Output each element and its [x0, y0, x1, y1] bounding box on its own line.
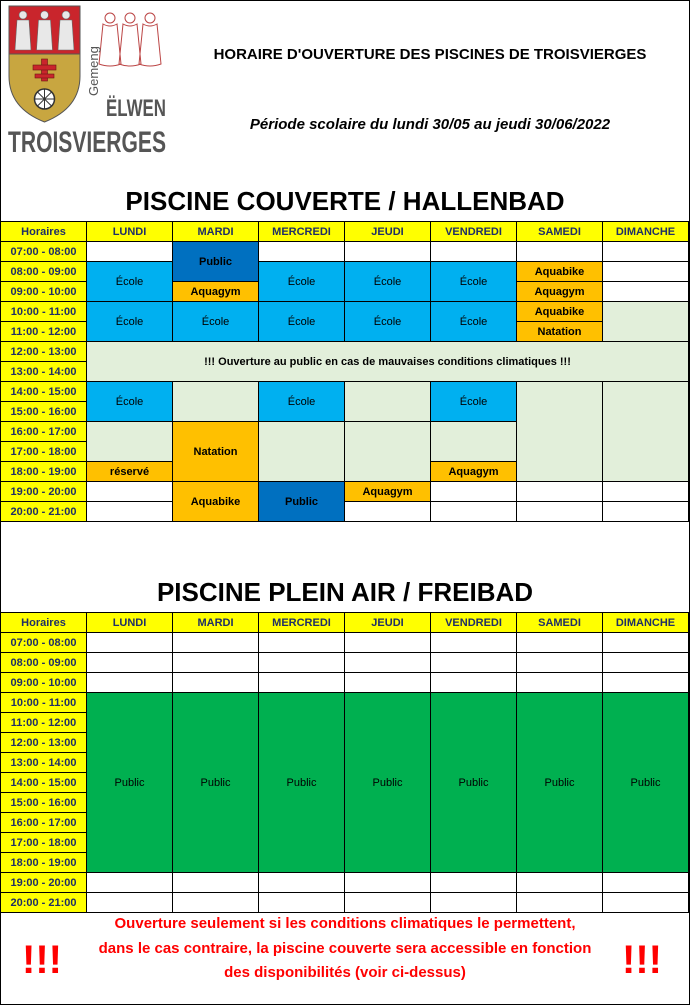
slot-public: Public: [517, 693, 603, 873]
slot-ecole: École: [259, 302, 345, 342]
header-row: [1, 613, 689, 633]
time-slot: 11:00 - 12:00: [1, 713, 87, 733]
table-row: [1, 262, 689, 282]
indoor-pool-schedule: [0, 221, 689, 522]
slot-public: Public: [431, 693, 517, 873]
col-header-lundi: LUNDI: [87, 613, 173, 633]
empty-cell: [517, 673, 603, 693]
slot-public: Public: [603, 693, 689, 873]
open-area: [517, 382, 603, 482]
slot-public: Public: [173, 693, 259, 873]
table-row: [1, 502, 689, 522]
table-row: [1, 693, 689, 713]
col-header-jeudi: JEUDI: [345, 613, 431, 633]
empty-cell: [87, 242, 173, 262]
time-slot: 08:00 - 09:00: [1, 262, 87, 282]
empty-cell: [259, 633, 345, 653]
empty-cell: [87, 673, 173, 693]
empty-cell: [259, 673, 345, 693]
empty-cell: [517, 653, 603, 673]
empty-cell: [259, 242, 345, 262]
empty-cell: [345, 893, 431, 913]
time-slot: 07:00 - 08:00: [1, 242, 87, 262]
time-slot: 20:00 - 21:00: [1, 502, 87, 522]
col-header-jeudi: JEUDI: [345, 222, 431, 242]
col-header-mardi: MARDI: [173, 222, 259, 242]
time-slot: 16:00 - 17:00: [1, 813, 87, 833]
empty-cell: [431, 502, 517, 522]
empty-cell: [431, 873, 517, 893]
time-slot: 18:00 - 19:00: [1, 462, 87, 482]
col-header-mercredi: MERCREDI: [259, 222, 345, 242]
slot-aquagym: Aquagym: [431, 462, 517, 482]
empty-cell: [603, 653, 689, 673]
col-header-mercredi: MERCREDI: [259, 613, 345, 633]
three-virgins-sketch-icon: [99, 13, 161, 66]
slot-ecole: École: [259, 262, 345, 302]
slot-aquagym: Aquagym: [173, 282, 259, 302]
table-row: [1, 653, 689, 673]
table-row: [1, 242, 689, 262]
empty-cell: [603, 482, 689, 502]
slot-aquagym: Aquagym: [517, 282, 603, 302]
time-slot: 08:00 - 09:00: [1, 653, 87, 673]
slot-ecole: École: [345, 262, 431, 302]
time-slot: 07:00 - 08:00: [1, 633, 87, 653]
table-row: [1, 673, 689, 693]
time-slot: 12:00 - 13:00: [1, 342, 87, 362]
warning-marks-right: !!!: [622, 938, 662, 982]
slot-public: Public: [259, 482, 345, 522]
col-header-vendredi: VENDREDI: [431, 222, 517, 242]
col-header-horaires: Horaires: [1, 222, 87, 242]
empty-cell: [603, 633, 689, 653]
slot-public: Public: [259, 693, 345, 873]
empty-cell: [603, 242, 689, 262]
empty-cell: [603, 893, 689, 913]
empty-cell: [173, 873, 259, 893]
open-area: [345, 382, 431, 422]
empty-cell: [173, 893, 259, 913]
empty-cell: [259, 653, 345, 673]
slot-public: Public: [87, 693, 173, 873]
slot-reserve: réservé: [87, 462, 173, 482]
empty-cell: [517, 242, 603, 262]
empty-cell: [87, 633, 173, 653]
empty-cell: [345, 242, 431, 262]
slot-ecole: École: [431, 382, 517, 422]
footer-notice: [92, 912, 598, 986]
time-slot: 20:00 - 21:00: [1, 893, 87, 913]
table-row: [1, 382, 689, 402]
open-area: [345, 422, 431, 482]
time-slot: 17:00 - 18:00: [1, 833, 87, 853]
empty-cell: [517, 893, 603, 913]
empty-cell: [517, 873, 603, 893]
empty-cell: [345, 673, 431, 693]
slot-ecole: École: [259, 382, 345, 422]
open-area: [603, 302, 689, 342]
empty-cell: [517, 633, 603, 653]
outdoor-pool-schedule: [0, 612, 689, 913]
footer-line-2: dans le cas contraire, la piscine couverte sera accessible en fonction des disponibilités (voir ci-dessus): [98, 939, 592, 981]
time-slot: 10:00 - 11:00: [1, 302, 87, 322]
slot-aquabike: Aquabike: [517, 302, 603, 322]
empty-cell: [345, 873, 431, 893]
empty-cell: [431, 653, 517, 673]
col-header-horaires: Horaires: [1, 613, 87, 633]
empty-cell: [431, 893, 517, 913]
slot-ecole: École: [87, 382, 173, 422]
slot-aquabike: Aquabike: [517, 262, 603, 282]
time-slot: 10:00 - 11:00: [1, 693, 87, 713]
slot-public: Public: [173, 242, 259, 282]
outdoor-pool-title: PISCINE PLEIN AIR / FREIBAD: [156, 577, 534, 607]
time-slot: 16:00 - 17:00: [1, 422, 87, 442]
slot-ecole: École: [345, 302, 431, 342]
empty-cell: [345, 502, 431, 522]
time-slot: 14:00 - 15:00: [1, 773, 87, 793]
time-slot: 13:00 - 14:00: [1, 362, 87, 382]
logo-name-bottom: TROISVIERGES: [8, 126, 166, 159]
empty-cell: [603, 873, 689, 893]
open-area: [173, 382, 259, 422]
empty-cell: [173, 653, 259, 673]
empty-cell: [87, 893, 173, 913]
col-header-dimanche: DIMANCHE: [603, 222, 689, 242]
open-area: [431, 422, 517, 462]
header-row: [1, 222, 689, 242]
time-slot: 15:00 - 16:00: [1, 793, 87, 813]
empty-cell: [603, 262, 689, 282]
time-slot: 11:00 - 12:00: [1, 322, 87, 342]
empty-cell: [345, 653, 431, 673]
logo-name-main: ËLWEN: [106, 95, 166, 122]
time-slot: 17:00 - 18:00: [1, 442, 87, 462]
empty-cell: [603, 673, 689, 693]
empty-cell: [259, 873, 345, 893]
coat-of-arms-icon: [9, 6, 80, 122]
open-area: [87, 422, 173, 462]
empty-cell: [87, 482, 173, 502]
slot-natation: Natation: [173, 422, 259, 482]
slot-ecole: École: [431, 262, 517, 302]
slot-aquagym: Aquagym: [345, 482, 431, 502]
empty-cell: [259, 893, 345, 913]
table-row: [1, 482, 689, 502]
empty-cell: [87, 873, 173, 893]
empty-cell: [431, 673, 517, 693]
slot-aquabike: Aquabike: [173, 482, 259, 522]
time-slot: 19:00 - 20:00: [1, 873, 87, 893]
empty-cell: [603, 282, 689, 302]
time-slot: 09:00 - 10:00: [1, 282, 87, 302]
school-period: Période scolaire du lundi 30/05 au jeudi 30/06/2022: [249, 116, 611, 133]
empty-cell: [87, 653, 173, 673]
time-slot: 12:00 - 13:00: [1, 733, 87, 753]
empty-cell: [431, 482, 517, 502]
warning-marks-left: !!!: [22, 938, 62, 982]
open-area: [259, 422, 345, 482]
slot-ecole: École: [431, 302, 517, 342]
time-slot: 09:00 - 10:00: [1, 673, 87, 693]
col-header-samedi: SAMEDI: [517, 222, 603, 242]
empty-cell: [431, 242, 517, 262]
empty-cell: [345, 633, 431, 653]
empty-cell: [173, 673, 259, 693]
col-header-lundi: LUNDI: [87, 222, 173, 242]
logo-name-top: Gemeng: [86, 46, 101, 96]
col-header-vendredi: VENDREDI: [431, 613, 517, 633]
time-slot: 14:00 - 15:00: [1, 382, 87, 402]
col-header-samedi: SAMEDI: [517, 613, 603, 633]
open-area: [603, 382, 689, 482]
slot-natation: Natation: [517, 322, 603, 342]
table-row: [1, 302, 689, 322]
col-header-mardi: MARDI: [173, 613, 259, 633]
empty-cell: [517, 502, 603, 522]
slot-ecole: École: [87, 302, 173, 342]
time-slot: 15:00 - 16:00: [1, 402, 87, 422]
slot-ecole: École: [87, 262, 173, 302]
slot-public: Public: [345, 693, 431, 873]
empty-cell: [603, 502, 689, 522]
document-title: HORAIRE D'OUVERTURE DES PISCINES DE TROISVIERGES: [213, 46, 647, 63]
empty-cell: [431, 633, 517, 653]
empty-cell: [173, 633, 259, 653]
time-slot: 13:00 - 14:00: [1, 753, 87, 773]
table-row: [1, 873, 689, 893]
bad-weather-notice: !!! Ouverture au public en cas de mauvaises conditions climatiques !!!: [87, 342, 689, 382]
empty-cell: [87, 502, 173, 522]
indoor-pool-title: PISCINE COUVERTE / HALLENBAD: [125, 186, 565, 216]
time-slot: 19:00 - 20:00: [1, 482, 87, 502]
table-row: [1, 893, 689, 913]
time-slot: 18:00 - 19:00: [1, 853, 87, 873]
footer-line-1: Ouverture seulement si les conditions climatiques le permettent,: [114, 915, 576, 932]
table-row: [1, 342, 689, 362]
municipality-logo: [6, 4, 168, 159]
empty-cell: [517, 482, 603, 502]
table-row: [1, 633, 689, 653]
slot-ecole: École: [173, 302, 259, 342]
col-header-dimanche: DIMANCHE: [603, 613, 689, 633]
